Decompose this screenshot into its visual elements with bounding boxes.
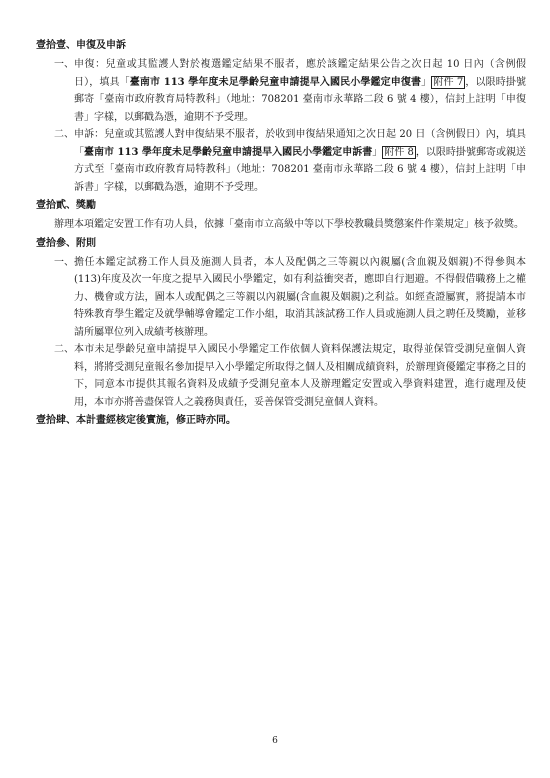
item-number: 一、 <box>54 59 74 70</box>
text-run: 」 <box>421 76 432 88</box>
text-run: ，以限時掛號郵寄或親送方式至「臺南市政府教育局特教科」（地址：708201 臺南市永華路二段 6 號 4 樓），信封上註明「申訴書」字樣，以郵戳為憑，逾期不予受理。 <box>74 146 527 193</box>
form-title: 臺南市 113 學年度未足學齡兒童申請提早入國民小學鑑定申訴書 <box>84 146 373 158</box>
section-heading: 壹拾肆、本計畫經核定後實施，修正時亦同。 <box>36 415 236 426</box>
item-number: 二、 <box>54 129 74 140</box>
item-number: 一、 <box>54 256 74 268</box>
form-title: 臺南市 113 學年度未足學齡兒童申請提早入國民小學鑑定申復書 <box>129 76 422 88</box>
section-heading: 壹拾壹、申復及申訴 <box>36 40 126 51</box>
text-run: 」 <box>372 146 383 158</box>
section-heading: 壹拾參、附則 <box>36 237 96 249</box>
section-supplementary <box>36 236 526 412</box>
list-item <box>36 56 526 126</box>
section-body: 辦理本項鑑定安置工作有功人員，依據「臺南市立高級中等以下學校教職員獎懲案件作業規定」核予敘獎。 <box>54 219 524 230</box>
text-run: ，以限時掛號郵寄「臺南市政府教育局特教科」（地址：708201 臺南市永華路二段 6 號 4 樓），信封上註明「申復書」字樣，以郵戳為憑，逾期不予受理。 <box>74 76 527 123</box>
item-text: 本市未足學齡兒童申請提早入國民小學鑑定工作依個人資料保護法規定，取得並保管受測兒童個人資料，將將受測兒童報名參加提早入小學鑑定所取得之個人及相關成績資料，於辦理資優鑑定事務之目的下，同意本市提供其報名資料及成績予受測兒童本人及辦理鑑定安置或入學資料建置，進行處理及使用，本市亦將善盡保管人之義務與責任，妥善保管受測兒童個人資料。 <box>74 344 526 408</box>
section-heading: 壹拾貳、獎勵 <box>36 200 96 211</box>
section-enactment <box>36 413 526 428</box>
item-text: 擔任本鑑定試務工作人員及施測人員者，本人及配偶之三等親以內親屬(含血親及姻親)不得參與本(113)年度及次一年度之提早入國民小學鑑定，如有利益衝突者，應即自行迴避。不得假借職務上之權力、機會或方法，圖本人或配偶之三等親以內親屬(含血親及姻親)之利益。如經查證屬實，將提請本市特殊教育學生鑑定及就學輔導會鑑定工作小組，取消其該試務工作人員或施測人員之聘任及獎勵，並移請所屬單位列入成績考核辦理。 <box>74 256 526 338</box>
text-run: 申訴：兒童或其監護人對申復結果不服者，於收到申復結果通知之次日起 20 日（含例假日）內，填具「 <box>74 129 526 158</box>
page-number: 6 <box>272 736 278 746</box>
list-item <box>36 254 526 342</box>
list-item <box>36 126 526 196</box>
section-reward <box>36 198 526 234</box>
attachment-label: 附件 8 <box>384 146 414 158</box>
item-text <box>74 56 526 126</box>
item-text <box>74 126 526 196</box>
section-appeal <box>36 38 526 196</box>
list-item <box>36 341 526 411</box>
document-page <box>36 36 526 431</box>
item-number: 二、 <box>54 344 74 355</box>
attachment-label: 附件 7 <box>433 76 464 88</box>
text-run: 申復：兒童或其監護人對於複選鑑定結果不服者，應於該鑑定結果公告之次日起 10 日內（含例假日），填具「 <box>74 59 526 88</box>
